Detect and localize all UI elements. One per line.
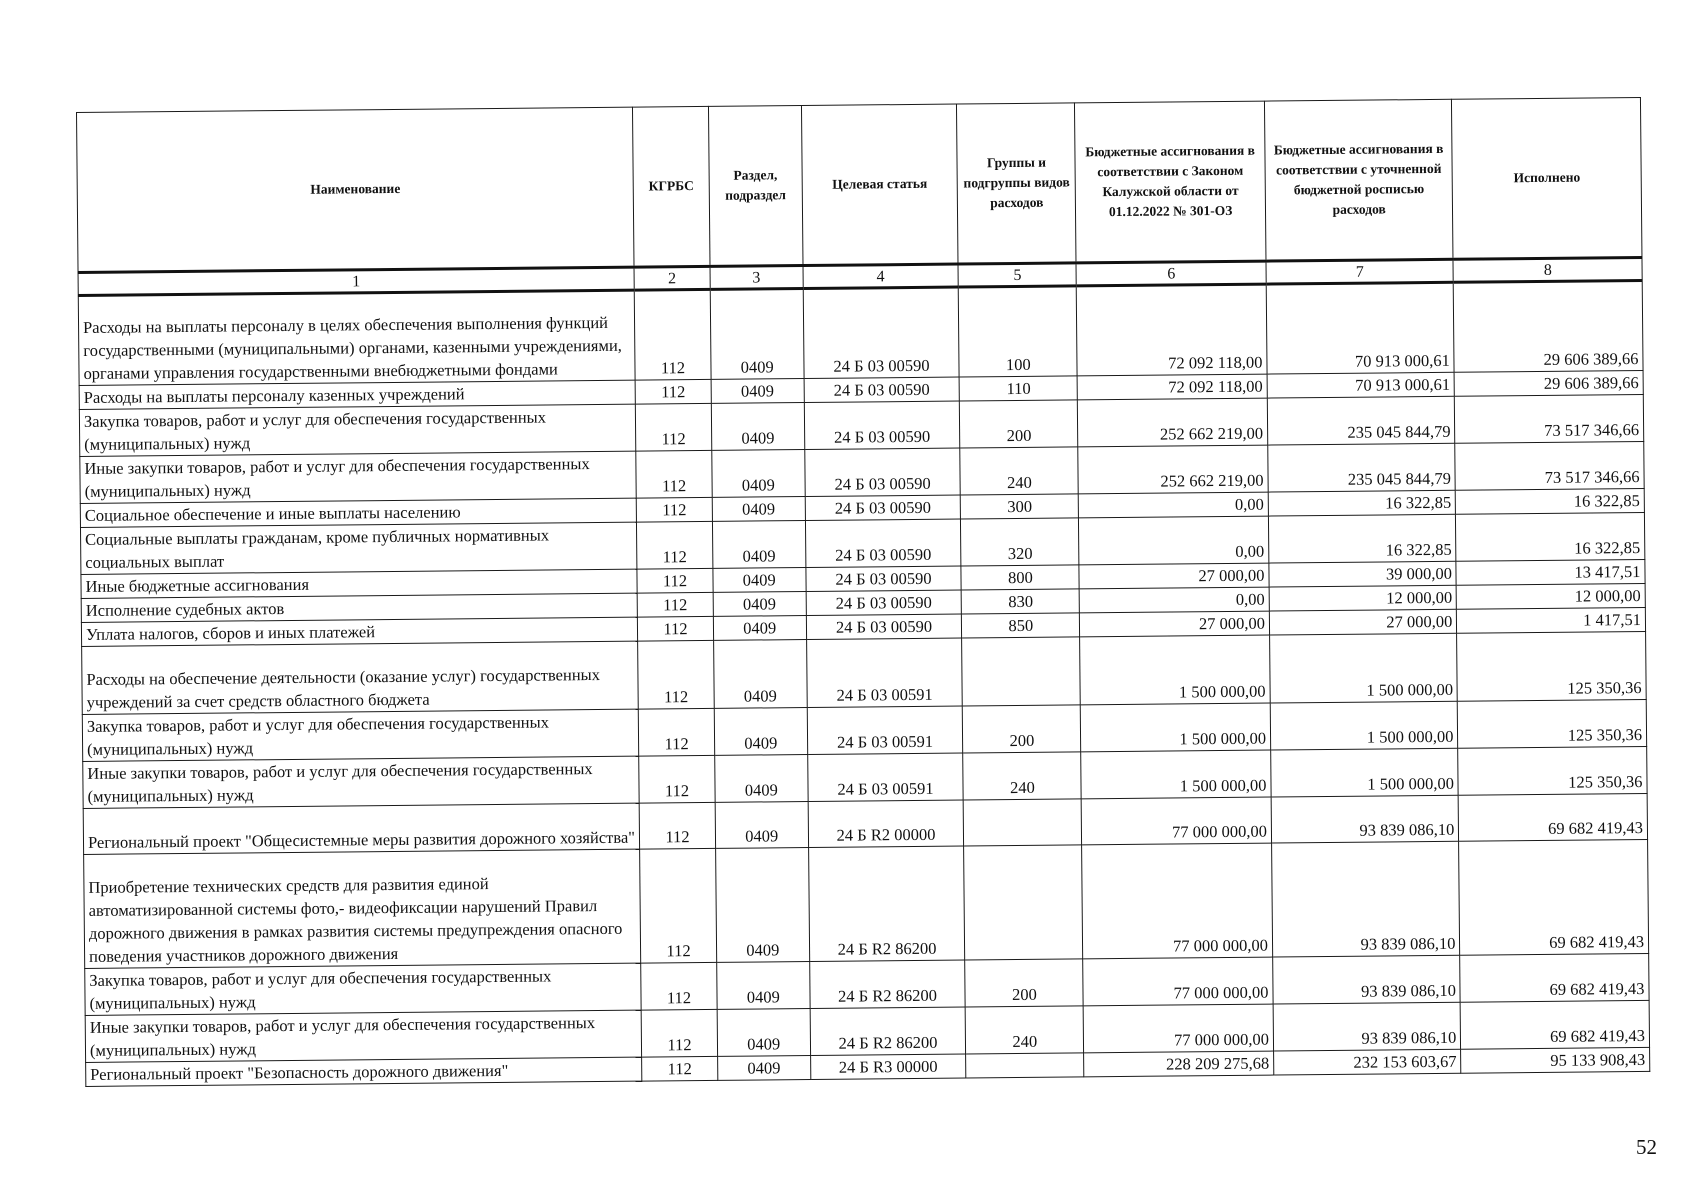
header-kgrbs: КГРБС xyxy=(633,106,710,267)
cell-target-article: 24 Б 03 00590 xyxy=(804,448,960,496)
cell-law-amount: 0,00 xyxy=(1080,587,1270,613)
cell-executed-amount: 69 682 419,43 xyxy=(1459,839,1649,955)
header-target-article: Целевая статья xyxy=(801,104,958,265)
cell-section: 0409 xyxy=(714,640,807,709)
cell-law-amount: 0,00 xyxy=(1079,492,1269,518)
cell-kgrbs: 112 xyxy=(638,640,714,709)
table-row xyxy=(84,839,1649,968)
cell-law-amount: 77 000 000,00 xyxy=(1082,797,1272,845)
cell-expense-group: 240 xyxy=(963,752,1081,800)
cell-expense-group: 200 xyxy=(965,959,1083,1007)
cell-name: Закупка товаров, работ и услуг для обеспечения государственных (муниципальных) нужд xyxy=(82,709,639,761)
cell-refined-amount: 1 500 000,00 xyxy=(1270,701,1458,750)
column-number: 5 xyxy=(958,263,1076,287)
cell-section: 0409 xyxy=(713,568,806,593)
cell-name: Закупка товаров, работ и услуг для обеспечения государственных (муниципальных) нужд xyxy=(85,963,642,1015)
cell-section: 0409 xyxy=(718,1055,811,1080)
cell-refined-amount: 235 045 844,79 xyxy=(1267,396,1455,445)
cell-section: 0409 xyxy=(716,848,810,963)
cell-law-amount: 0,00 xyxy=(1079,516,1269,565)
cell-executed-amount: 125 350,36 xyxy=(1458,746,1647,795)
column-number: 4 xyxy=(803,264,959,288)
cell-law-amount: 27 000,00 xyxy=(1080,611,1270,637)
cell-expense-group: 240 xyxy=(960,447,1078,495)
header-refined-allocations: Бюджетные ассигнования в соответствии с уточненной бюджетной росписью расходов xyxy=(1264,99,1453,261)
cell-kgrbs: 112 xyxy=(641,1009,717,1057)
cell-section: 0409 xyxy=(712,521,805,569)
cell-law-amount: 1 500 000,00 xyxy=(1081,750,1271,799)
cell-target-article: 24 Б 03 00590 xyxy=(805,495,961,520)
cell-name: Иные закупки товаров, работ и услуг для обеспечения государственных (муниципальных) нужд xyxy=(80,451,637,503)
cell-executed-amount: 12 000,00 xyxy=(1457,583,1646,609)
column-number: 8 xyxy=(1453,257,1642,282)
cell-law-amount: 77 000 000,00 xyxy=(1083,957,1273,1006)
cell-target-article: 24 Б 03 00590 xyxy=(805,566,961,591)
cell-kgrbs: 112 xyxy=(636,497,712,522)
cell-target-article: 24 Б 03 00590 xyxy=(806,614,962,639)
cell-target-article: 24 Б R3 00000 xyxy=(810,1054,966,1079)
budget-table xyxy=(76,97,1650,1087)
header-expense-groups: Группы и подгруппы видов расходов xyxy=(957,103,1076,264)
cell-expense-group: 200 xyxy=(960,400,1078,448)
header-name: Наименование xyxy=(77,107,635,272)
header-law-allocations: Бюджетные ассигнования в соответствии с Законом Калужской области от 01.12.2022 № 301-ОЗ xyxy=(1075,101,1266,263)
header-executed: Исполнено xyxy=(1452,97,1642,259)
cell-kgrbs: 112 xyxy=(637,568,713,593)
cell-name: Закупка товаров, работ и услуг для обеспечения государственных (муниципальных) нужд xyxy=(79,404,636,456)
cell-expense-group xyxy=(966,1053,1084,1078)
cell-name: Иные бюджетные ассигнования xyxy=(81,569,637,598)
cell-executed-amount: 69 682 419,43 xyxy=(1460,953,1649,1002)
cell-expense-group: 100 xyxy=(959,286,1078,377)
cell-refined-amount: 93 839 086,10 xyxy=(1273,955,1461,1004)
cell-refined-amount: 235 045 844,79 xyxy=(1268,443,1456,492)
cell-name: Приобретение технических средств для развития единой автоматизированной системы фото,- видеофиксации нарушений Правил дорожного движения в рамках развития системы предупреждения опасного поведения участников дорожного движения xyxy=(84,849,641,968)
cell-expense-group: 110 xyxy=(960,376,1078,401)
cell-section: 0409 xyxy=(712,497,805,522)
cell-target-article: 24 Б 03 00591 xyxy=(807,706,963,754)
cell-law-amount: 72 092 118,00 xyxy=(1077,284,1267,376)
cell-name: Уплата налогов, сборов и иных платежей xyxy=(81,617,637,646)
cell-kgrbs: 112 xyxy=(637,592,713,617)
cell-refined-amount: 27 000,00 xyxy=(1269,609,1457,635)
cell-law-amount: 72 092 118,00 xyxy=(1077,374,1267,400)
cell-refined-amount: 93 839 086,10 xyxy=(1273,1002,1461,1051)
cell-section: 0409 xyxy=(712,450,805,498)
cell-target-article: 24 Б 03 00590 xyxy=(806,590,962,615)
cell-name: Иные закупки товаров, работ и услуг для обеспечения государственных (муниципальных) нужд xyxy=(83,756,640,808)
cell-name: Расходы на обеспечение деятельности (оказание услуг) государственных учреждений за счет средств областного бюджета xyxy=(82,641,639,714)
cell-law-amount: 1 500 000,00 xyxy=(1080,635,1270,705)
cell-section: 0409 xyxy=(713,592,806,617)
cell-refined-amount: 39 000,00 xyxy=(1269,561,1457,587)
cell-expense-group: 800 xyxy=(961,565,1079,590)
cell-refined-amount: 93 839 086,10 xyxy=(1272,841,1461,957)
cell-section: 0409 xyxy=(713,616,806,641)
cell-name: Исполнение судебных актов xyxy=(81,593,637,622)
cell-name: Социальное обеспечение и иные выплаты населению xyxy=(80,498,636,527)
cell-target-article: 24 Б 03 00591 xyxy=(807,753,963,801)
column-number: 6 xyxy=(1076,261,1266,286)
cell-executed-amount: 29 606 389,66 xyxy=(1454,280,1643,372)
cell-section: 0409 xyxy=(711,403,804,451)
cell-refined-amount: 232 153 603,67 xyxy=(1274,1049,1462,1075)
cell-expense-group xyxy=(962,637,1081,706)
cell-executed-amount: 73 517 346,66 xyxy=(1455,394,1644,443)
cell-law-amount: 252 662 219,00 xyxy=(1078,398,1268,447)
cell-kgrbs: 112 xyxy=(640,848,717,963)
cell-expense-group: 240 xyxy=(966,1006,1084,1054)
cell-executed-amount: 69 682 419,43 xyxy=(1459,793,1648,841)
cell-refined-amount: 70 913 000,61 xyxy=(1266,282,1454,374)
cell-expense-group: 850 xyxy=(962,613,1080,638)
cell-law-amount: 77 000 000,00 xyxy=(1084,1004,1274,1053)
cell-refined-amount: 1 500 000,00 xyxy=(1270,633,1458,703)
header-section: Раздел, подраздел xyxy=(708,106,802,267)
cell-name: Социальные выплаты гражданам, кроме публичных нормативных социальных выплат xyxy=(80,522,637,574)
cell-expense-group xyxy=(964,845,1083,960)
cell-target-article: 24 Б R2 86200 xyxy=(809,960,965,1008)
cell-name: Расходы на выплаты персоналу в целях обеспечения выполнения функций государственными (муниципальными) органами, казенными учреждениями, органами управления государственными внебюджетными фондами xyxy=(78,290,635,385)
cell-refined-amount: 16 322,85 xyxy=(1268,490,1456,516)
cell-expense-group: 200 xyxy=(963,705,1081,753)
column-number: 7 xyxy=(1266,259,1454,284)
cell-executed-amount: 125 350,36 xyxy=(1457,631,1646,701)
cell-executed-amount: 29 606 389,66 xyxy=(1454,370,1643,396)
cell-section: 0409 xyxy=(711,379,804,404)
cell-executed-amount: 16 322,85 xyxy=(1456,488,1645,514)
cell-kgrbs: 112 xyxy=(638,708,714,756)
cell-executed-amount: 1 417,51 xyxy=(1457,607,1646,633)
cell-name: Иные закупки товаров, работ и услуг для обеспечения государственных (муниципальных) нужд xyxy=(85,1010,642,1062)
cell-law-amount: 27 000,00 xyxy=(1079,563,1269,589)
cell-kgrbs: 112 xyxy=(642,1056,718,1081)
cell-law-amount: 1 500 000,00 xyxy=(1081,703,1271,752)
cell-target-article: 24 Б R2 86200 xyxy=(808,846,965,961)
cell-section: 0409 xyxy=(715,755,808,803)
cell-kgrbs: 112 xyxy=(634,289,711,380)
cell-section: 0409 xyxy=(715,802,808,849)
cell-refined-amount: 1 500 000,00 xyxy=(1271,748,1459,797)
header-row xyxy=(77,97,1642,272)
cell-section: 0409 xyxy=(714,708,807,756)
cell-target-article: 24 Б 03 00591 xyxy=(806,638,963,707)
cell-section: 0409 xyxy=(710,289,804,380)
cell-kgrbs: 112 xyxy=(635,379,711,404)
cell-kgrbs: 112 xyxy=(639,802,715,849)
column-number: 2 xyxy=(634,266,710,290)
table-row xyxy=(78,280,1643,385)
cell-law-amount: 228 209 275,68 xyxy=(1084,1051,1274,1077)
cell-executed-amount: 69 682 419,43 xyxy=(1461,1000,1650,1049)
cell-kgrbs: 112 xyxy=(636,450,712,498)
cell-executed-amount: 73 517 346,66 xyxy=(1455,441,1644,490)
cell-executed-amount: 13 417,51 xyxy=(1456,559,1645,585)
cell-name: Региональный проект "Общесистемные меры развития дорожного хозяйства" xyxy=(83,803,639,854)
page-number: 52 xyxy=(1636,1135,1657,1159)
column-number: 1 xyxy=(78,267,634,295)
cell-refined-amount: 12 000,00 xyxy=(1269,585,1457,611)
cell-target-article: 24 Б 03 00590 xyxy=(803,287,960,378)
cell-section: 0409 xyxy=(717,962,810,1010)
cell-refined-amount: 93 839 086,10 xyxy=(1271,795,1459,843)
cell-expense-group: 830 xyxy=(962,589,1080,614)
cell-target-article: 24 Б 03 00590 xyxy=(804,401,960,449)
cell-target-article: 24 Б R2 86200 xyxy=(810,1007,966,1055)
cell-target-article: 24 Б 03 00590 xyxy=(804,377,960,402)
cell-section: 0409 xyxy=(717,1008,810,1056)
cell-refined-amount: 16 322,85 xyxy=(1268,514,1456,563)
cell-expense-group: 300 xyxy=(961,494,1079,519)
cell-executed-amount: 125 350,36 xyxy=(1458,699,1647,748)
cell-executed-amount: 95 133 908,43 xyxy=(1461,1047,1650,1073)
cell-name: Региональный проект "Безопасность дорожного движения" xyxy=(86,1057,642,1086)
cell-refined-amount: 70 913 000,61 xyxy=(1267,372,1455,398)
cell-law-amount: 77 000 000,00 xyxy=(1082,843,1273,959)
cell-expense-group: 320 xyxy=(961,518,1079,566)
cell-law-amount: 252 662 219,00 xyxy=(1078,445,1268,494)
cell-executed-amount: 16 322,85 xyxy=(1456,512,1645,561)
cell-target-article: 24 Б R2 00000 xyxy=(808,800,964,847)
cell-name: Расходы на выплаты персоналу казенных учреждений xyxy=(79,380,635,409)
cell-kgrbs: 112 xyxy=(641,962,717,1010)
cell-kgrbs: 112 xyxy=(637,521,713,569)
document-sheet xyxy=(76,97,1651,1134)
cell-kgrbs: 112 xyxy=(639,755,715,803)
cell-kgrbs: 112 xyxy=(637,616,713,641)
cell-expense-group xyxy=(964,799,1082,846)
cell-kgrbs: 112 xyxy=(635,403,711,451)
column-number: 3 xyxy=(710,266,803,290)
cell-target-article: 24 Б 03 00590 xyxy=(805,519,961,567)
